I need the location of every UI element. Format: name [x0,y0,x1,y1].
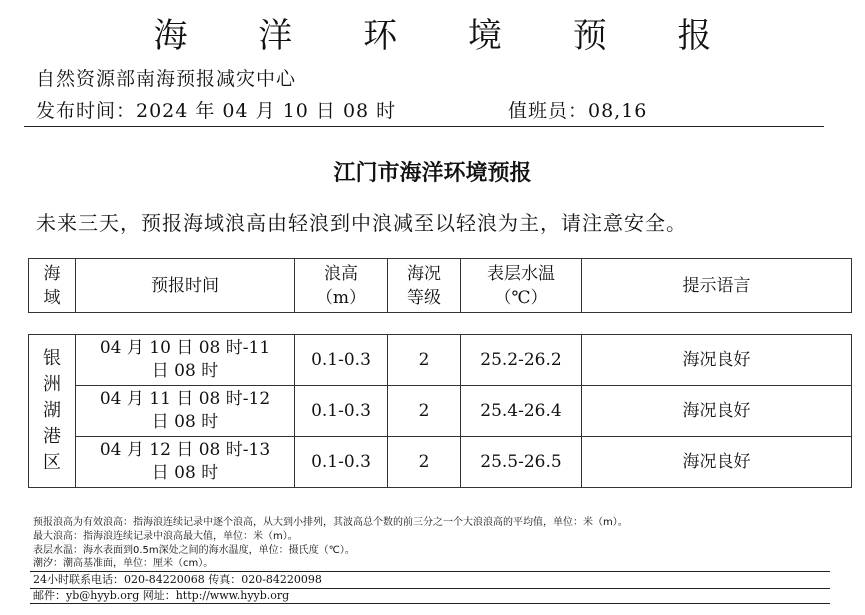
forecast-time: 04 月 12 日 08 时-13 日 08 时 [76,437,295,488]
wave-height: 0.1-0.3 [295,335,388,386]
forecast-table-header [28,258,852,313]
wave-height: 0.1-0.3 [295,437,388,488]
col-area-header: 海域 [29,259,76,313]
tip-text: 海况良好 [582,437,852,488]
header-divider [24,126,824,127]
table-row [29,386,852,437]
footer-divider-top [30,571,830,572]
table-row [29,437,852,488]
publish-time: 发布时间：2024 年 04 月 10 日 08 时 [36,100,397,122]
note-line: 预报浪高为有效浪高：指海浪连续记录中逐个浪高，从大到小排列，其波高总个数的前三分之一个大浪浪高的平均值，单位：米（m）。 [33,517,628,528]
sea-level: 2 [388,386,461,437]
report-title: 江门市海洋环境预报 [333,161,532,186]
forecast-table [28,334,852,488]
col-sea-level-header: 海况 等级 [388,259,461,313]
note-line: 表层水温：海水表面到0.5m深处之间的海水温度，单位：摄氏度（℃）。 [33,545,355,556]
forecast-time: 04 月 10 日 08 时-11 日 08 时 [76,335,295,386]
report-summary: 未来三天，预报海域浪高由轻浪到中浪减至以轻浪为主，请注意安全。 [36,211,687,235]
tip-text: 海况良好 [582,335,852,386]
footer-divider-bottom [30,603,830,604]
col-tip-header: 提示语言 [582,259,852,313]
surface-temp: 25.4-26.4 [461,386,582,437]
col-time-header: 预报时间 [76,259,295,313]
forecast-time: 04 月 11 日 08 时-12 日 08 时 [76,386,295,437]
surface-temp: 25.2-26.2 [461,335,582,386]
sea-level: 2 [388,335,461,386]
organization: 自然资源部南海预报减灾中心 [36,68,297,90]
table-row [29,335,852,386]
col-wave-header: 浪高 （m） [295,259,388,313]
duty-officer: 值班员：08,16 [508,100,648,122]
sea-level: 2 [388,437,461,488]
surface-temp: 25.5-26.5 [461,437,582,488]
area-cell: 银洲湖港区 [29,335,76,488]
wave-height: 0.1-0.3 [295,386,388,437]
tip-text: 海况良好 [582,386,852,437]
note-line: 最大浪高：指海浪连续记录中浪高最大值，单位：米（m）。 [33,531,298,542]
note-line: 潮汐：潮高基准面，单位：厘米（cm）。 [33,558,214,569]
contact-phone: 24小时联系电话：020-84220068 传真：020-84220098 [33,573,322,586]
contact-email: 邮件：yb@hyyb.org 网址：http://www.hyyb.org [33,589,290,602]
col-sst-header: 表层水温 （℃） [461,259,582,313]
main-title: 海 洋 环 境 预 报 [153,16,742,56]
